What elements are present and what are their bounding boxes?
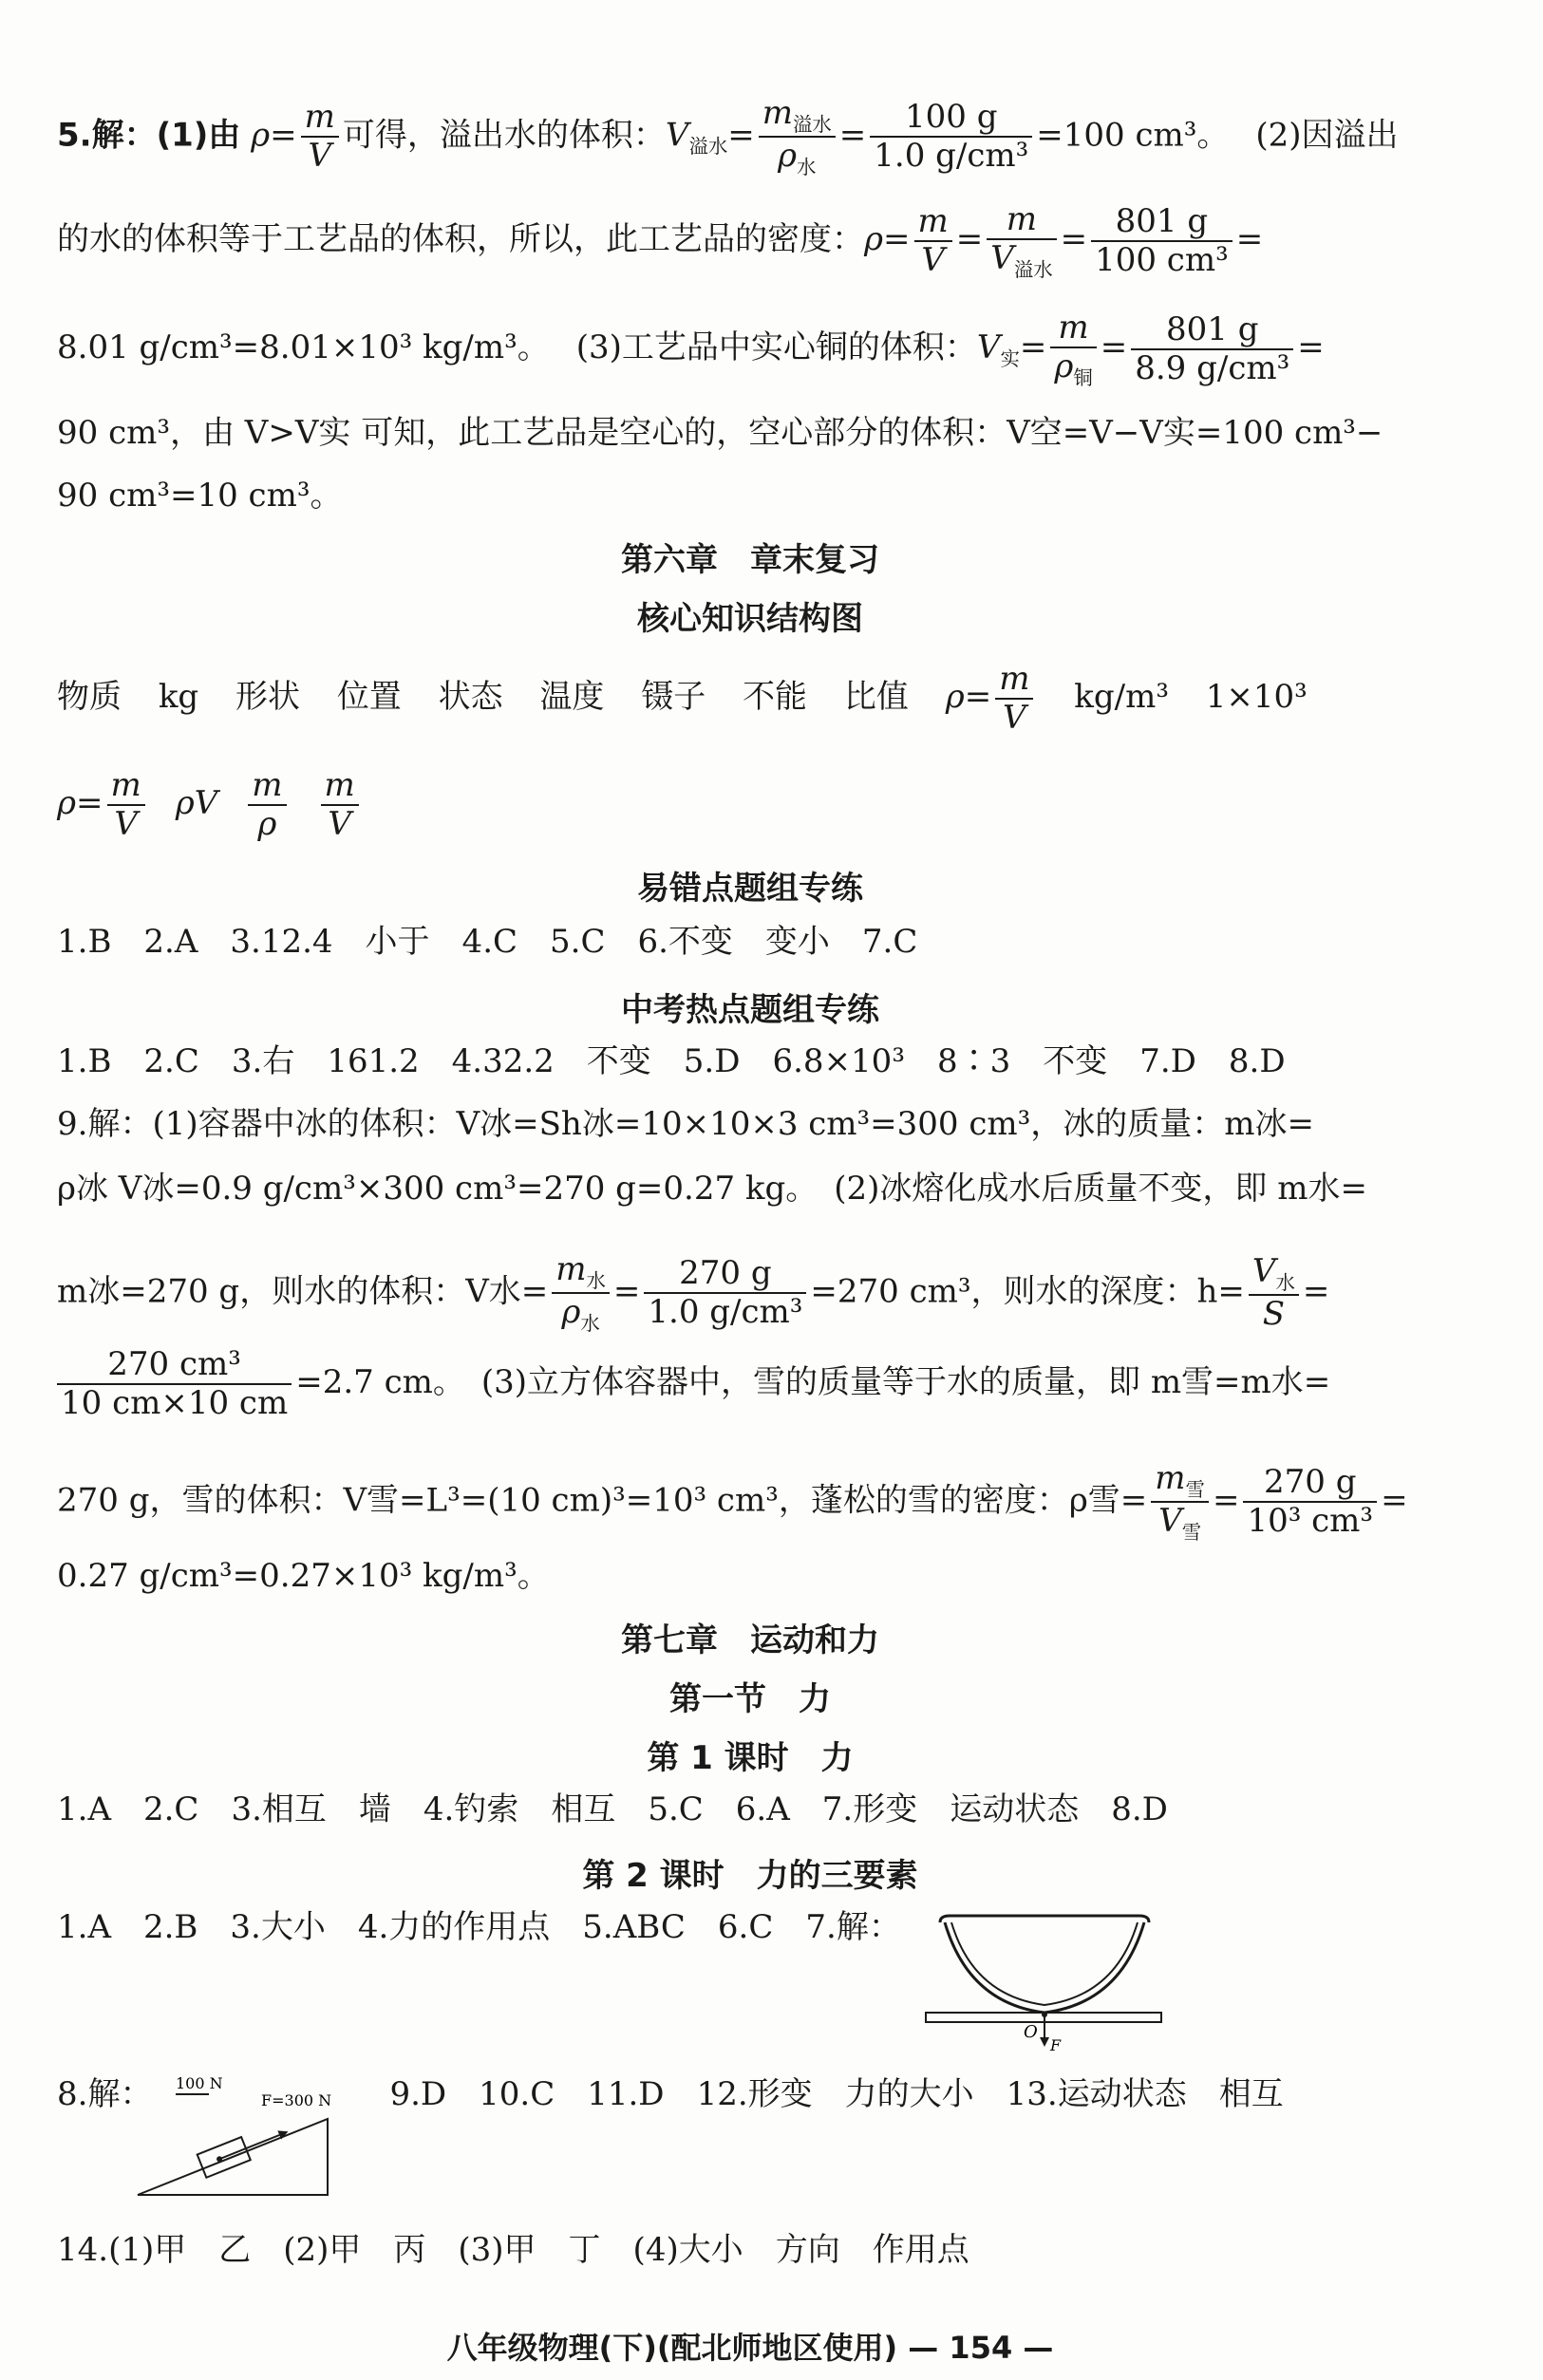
q5-l1d: (2)因溢出 — [1255, 116, 1399, 155]
bowl-diagram — [921, 1908, 1168, 2051]
q5-line3: 8.01 g/cm³=8.01×10³ kg/m³。 (3)工艺品中实心铜的体积：$V_实=$ $\frac{m}{\rho_铜}$ = $\frac{801 g}{\text{8.9 g/cm³}}$ = — [57, 309, 1325, 389]
ch6-sub1: 核心知识结构图 — [637, 600, 863, 638]
q5-l1a: 5.解：(1)由 — [57, 116, 241, 155]
ch7-lesson1: 第 1 课时 力 — [647, 1739, 854, 1777]
diag8-scale: 100 N — [176, 2074, 223, 2092]
q9-line5: 270 g，雪的体积：V雪=L³=(10 cm)³=10³ cm³，蓬松的雪的密度：ρ雪= $\frac{m_雪}{V_雪}$ = $\frac{270 g}{\text{10³ cm³}}$ = — [57, 1459, 1408, 1545]
q5-l3a: 8.01 g/cm³=8.01×10³ kg/m³。 — [57, 328, 550, 367]
q5-line4: 90 cm³，由 V>V实 可知，此工艺品是空心的，空心部分的体积：V空=V−V实=100 cm³− — [57, 414, 1383, 452]
frac-m-rho: $\frac{m_{溢水}}{\rho_水}$ — [759, 95, 836, 179]
ch6-sub3: 中考热点题组专练 — [621, 991, 879, 1029]
frac-100g: $\frac{100 g}{\text{1.0 g/cm³}}$ — [870, 99, 1032, 175]
ans8a: 8.解： — [57, 2075, 153, 2113]
diag8-force: F=300 N — [261, 2091, 332, 2109]
ch6-title: 第六章 章末复习 — [621, 541, 879, 579]
q5-l3b: (3)工艺品中实心铜的体积： — [575, 328, 977, 367]
ans8b: 9.D 10.C 11.D 12.形变 力的大小 13.运动状态 相互 — [389, 2075, 1284, 2113]
incline-diagram — [133, 2070, 351, 2212]
q5-l1c: =100 cm³。 — [1036, 116, 1230, 155]
diag7-f-label: F — [1050, 2036, 1062, 2051]
footer-title: 八年级物理(下)(配北师地区使用) — [446, 2330, 898, 2366]
ch6-terms: 物质 kg 形状 位置 状态 温度 镊子 不能 比值 ρ= $\frac{m}{V}$ kg/m³ 1×10³ — [57, 660, 1308, 738]
q5-l2a: 的水的体积等于工艺品的体积，所以，此工艺品的密度： — [57, 220, 864, 259]
q9-line4: $\frac{\text{270 cm³}}{10 cm\times 10 cm}$ =2.7 cm。 (3)立方体容器中，雪的质量等于水的质量，即 m雪=m水= — [57, 1346, 1330, 1422]
q9-line3: m冰=270 g，则水的体积：V水= $\frac{m_水}{\rho_水}$ = $\frac{270 g}{\text{1.0 g/cm³}}$ =270 cm³，则水的深度：h= $\frac{V_水}{S}$ = — [57, 1250, 1330, 1336]
ch6-ans2: 1.B 2.A 3.12.4 小于 4.C 5.C 6.不变 变小 7.C — [57, 923, 918, 961]
ch7-title: 第七章 运动和力 — [621, 1621, 879, 1659]
ch7-ans1: 1.A 2.C 3.相互 墙 4.钓索 相互 5.C 6.A 7.形变 运动状态 8.D — [57, 1790, 1168, 1828]
ch6-formulas: ρ= $\frac{m}{V}$ ρV $\frac{m}{\rho}$ $\frac{m}{V}$ — [57, 767, 363, 843]
q5-line2: 的水的体积等于工艺品的体积，所以，此工艺品的密度：ρ= $\frac{m}{V}$ = $\frac{m}{V_{溢水}}$ = $\frac{801 g}{\text{100 cm³}}$ = — [57, 200, 1264, 281]
q5-line5: 90 cm³=10 cm³。 — [57, 477, 343, 515]
ch6-ans3: 1.B 2.C 3.右 161.2 4.32.2 不变 5.D 6.8×10³ 8∶3 不变 7.D 8.D — [57, 1042, 1286, 1080]
ch7-ans2: 1.A 2.B 3.大小 4.力的作用点 5.ABC 6.C 7.解： — [57, 1908, 901, 1946]
q5-l1b: 可得，溢出水的体积： — [342, 116, 666, 155]
frac-801-89: $\frac{801 g}{\text{8.9 g/cm³}}$ — [1131, 311, 1293, 387]
footer — [0, 2324, 1500, 2368]
q9-line6: 0.27 g/cm³=0.27×10³ kg/m³。 — [57, 1557, 550, 1595]
ch7-ans14: 14.(1)甲 乙 (2)甲 丙 (3)甲 丁 (4)大小 方向 作用点 — [57, 2231, 969, 2269]
frac-m-v: $\frac{m}{V}$ — [301, 99, 339, 175]
diag7-o-label: O — [1024, 2022, 1038, 2042]
q9-line2: ρ冰 V冰=0.9 g/cm³×300 cm³=270 g=0.27 kg。 (2)冰熔化成水后质量不变，即 m水= — [57, 1170, 1367, 1208]
ch6-sub2: 易错点题组专练 — [637, 870, 863, 908]
frac-801-100: $\frac{801 g}{\text{100 cm³}}$ — [1091, 203, 1233, 279]
ch6-val: 1×10³ — [1205, 678, 1308, 717]
ch7-sec: 第一节 力 — [669, 1680, 831, 1718]
q5-line1: 5.解：(1)由 ρ= $\frac{m}{V}$ 可得，溢出水的体积：$V_{溢水}=$ $\frac{m_{溢水}}{\rho_水}$ = $\frac{100 g}{\text{1.0 g/cm³}}$ =100 cm³。 (2)因溢出 — [57, 94, 1399, 179]
ch6-unit: kg/m³ — [1074, 678, 1169, 717]
page-number: — 154 — — [908, 2330, 1054, 2366]
ch7-lesson2: 第 2 课时 力的三要素 — [582, 1857, 918, 1895]
q9-line1: 9.解：(1)容器中冰的体积：V冰=Sh冰=10×10×3 cm³=300 cm³，冰的质量：m冰= — [57, 1105, 1315, 1143]
